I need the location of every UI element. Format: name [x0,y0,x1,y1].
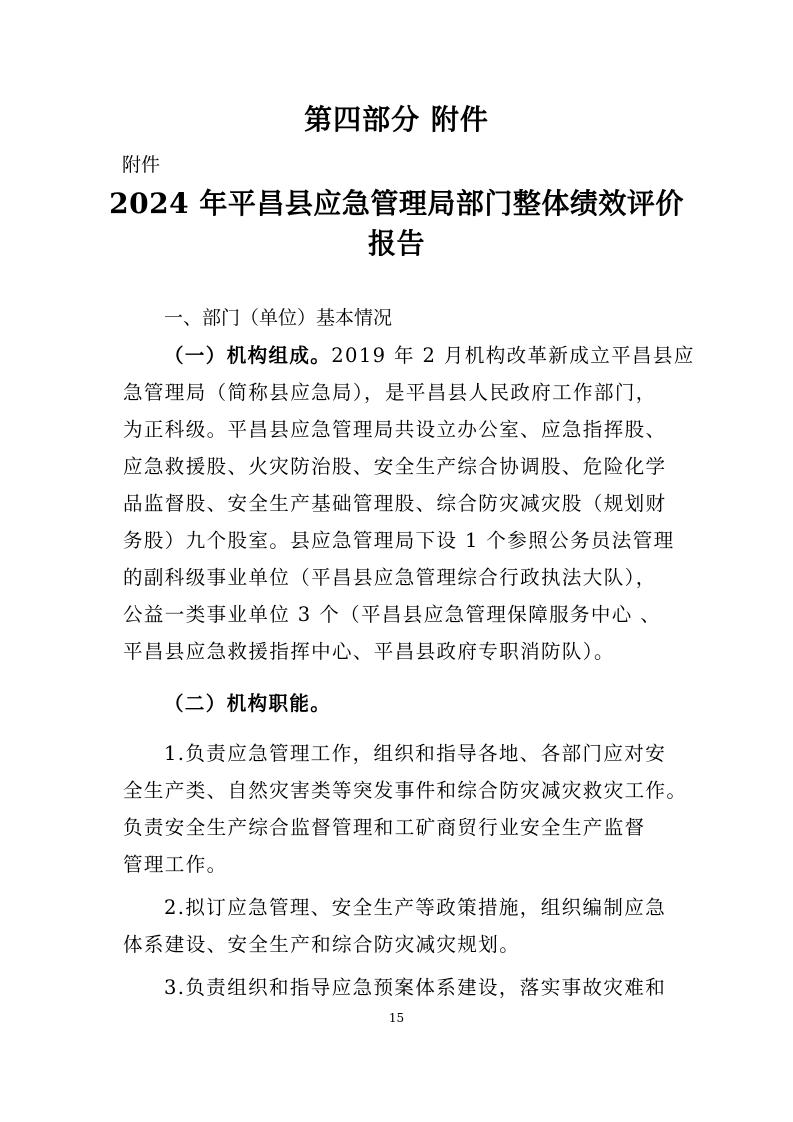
paragraph-line: 为正科级。平昌县应急管理局共设立办公室、应急指挥股、 [123,418,667,441]
paragraph-line: 体系建设、安全生产和综合防灾减灾规划。 [123,933,521,956]
paragraph-line: 务股）九个股室。县应急管理局下设 1 个参照公务员法管理 [123,529,675,552]
page-number: 15 [388,1011,405,1025]
paragraph-line: 品监督股、安全生产基础管理股、综合防灾减灾股（规划财 [123,492,667,515]
paragraph-line: 的副科级事业单位（平昌县应急管理综合行政执法大队）， [123,566,657,589]
subsection-label: （一）机构组成。 [164,344,332,367]
paragraph-line [164,340,724,368]
part-title: 第四部分 附件 [304,103,489,136]
paragraph-line: 2.拟订应急管理、安全生产等政策措施，组织编制应急 [164,896,667,919]
paragraph-line: 应急救援股、火灾防治股、安全生产综合协调股、危险化学 [123,455,667,478]
paragraph-line: 1.负责应急管理工作，组织和指导各地、各部门应对安 [164,742,667,765]
paragraph-line: 全生产类、自然灾害类等突发事件和综合防灾减灾救灾工作。 [123,779,688,802]
report-title-line-1: 2024 年平昌县应急管理局部门整体绩效评价 [109,187,684,220]
subsection-label: （二）机构职能。 [164,692,332,715]
paragraph-text: 2019 年 2 月机构改革新成立平昌县应 [331,344,695,367]
paragraph-line: 3.负责组织和指导应急预案体系建设，落实事故灾难和 [164,976,667,999]
section-heading: 一、部门（单位）基本情况 [164,307,393,329]
report-title-line-2: 报告 [367,227,425,260]
paragraph-line: 平昌县应急救援指挥中心、平昌县政府专职消防队）。 [123,640,615,663]
paragraph-line: 负责安全生产综合监督管理和工矿商贸行业安全生产监督 [123,816,646,839]
paragraph-line: 管理工作。 [123,853,228,876]
paragraph-line: 急管理局（简称县应急局），是平昌县人民政府工作部门， [123,381,657,404]
attachment-label: 附件 [122,154,161,176]
paragraph-line: 公益一类事业单位 3 个（平昌县应急管理保障服务中心 、 [123,603,662,626]
